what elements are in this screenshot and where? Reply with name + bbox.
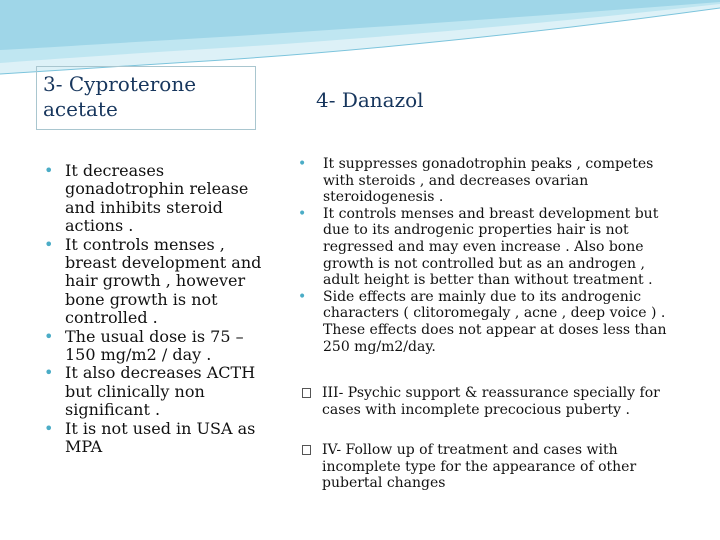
- list-item: • It decreases gonadotrophin release and inhibits steroid actions .: [44, 162, 262, 236]
- checkbox-square-icon: [302, 388, 311, 398]
- list-item: • It controls menses , breast development and hair growth , however bone growth is not controlled .: [44, 236, 262, 328]
- paragraph-text: IV- Follow up of treatment and cases with incomplete type for the appearance of other pubertal changes: [322, 442, 637, 492]
- cyproterone-heading: 3- Cyproterone acetate: [36, 66, 256, 130]
- danazol-heading: 4- Danazol: [316, 88, 424, 112]
- list-item: • It also decreases ACTH but clinically non significant .: [44, 364, 262, 419]
- list-item: • It suppresses gonadotrophin peaks , competes with steroids , and decreases ovarian steroidogenesis .: [298, 156, 680, 206]
- follow-up-paragraph: [302, 442, 682, 492]
- list-item: • Side effects are mainly due to its androgenic characters ( clitoromegaly , acne , deep voice ) . These effects does not appear at doses less than 250 mg/m2/day.: [298, 289, 680, 355]
- checkbox-square-icon: [302, 445, 311, 455]
- paragraph-text: III- Psychic support & reassurance specially for cases with incomplete precocious puberty .: [322, 385, 660, 418]
- list-item: • The usual dose is 75 – 150 mg/m2 / day .: [44, 328, 262, 365]
- list-item: • It controls menses and breast development but due to its androgenic properties hair is not regressed and may even increase . Also bone growth is not controlled but as an androgen , adult height is better than without treatment .: [298, 206, 680, 289]
- list-item: • It is not used in USA as MPA: [44, 420, 262, 457]
- psychic-support-paragraph: [302, 385, 682, 418]
- cyproterone-bullet-list: [44, 162, 262, 457]
- danazol-bullet-list: [298, 156, 680, 355]
